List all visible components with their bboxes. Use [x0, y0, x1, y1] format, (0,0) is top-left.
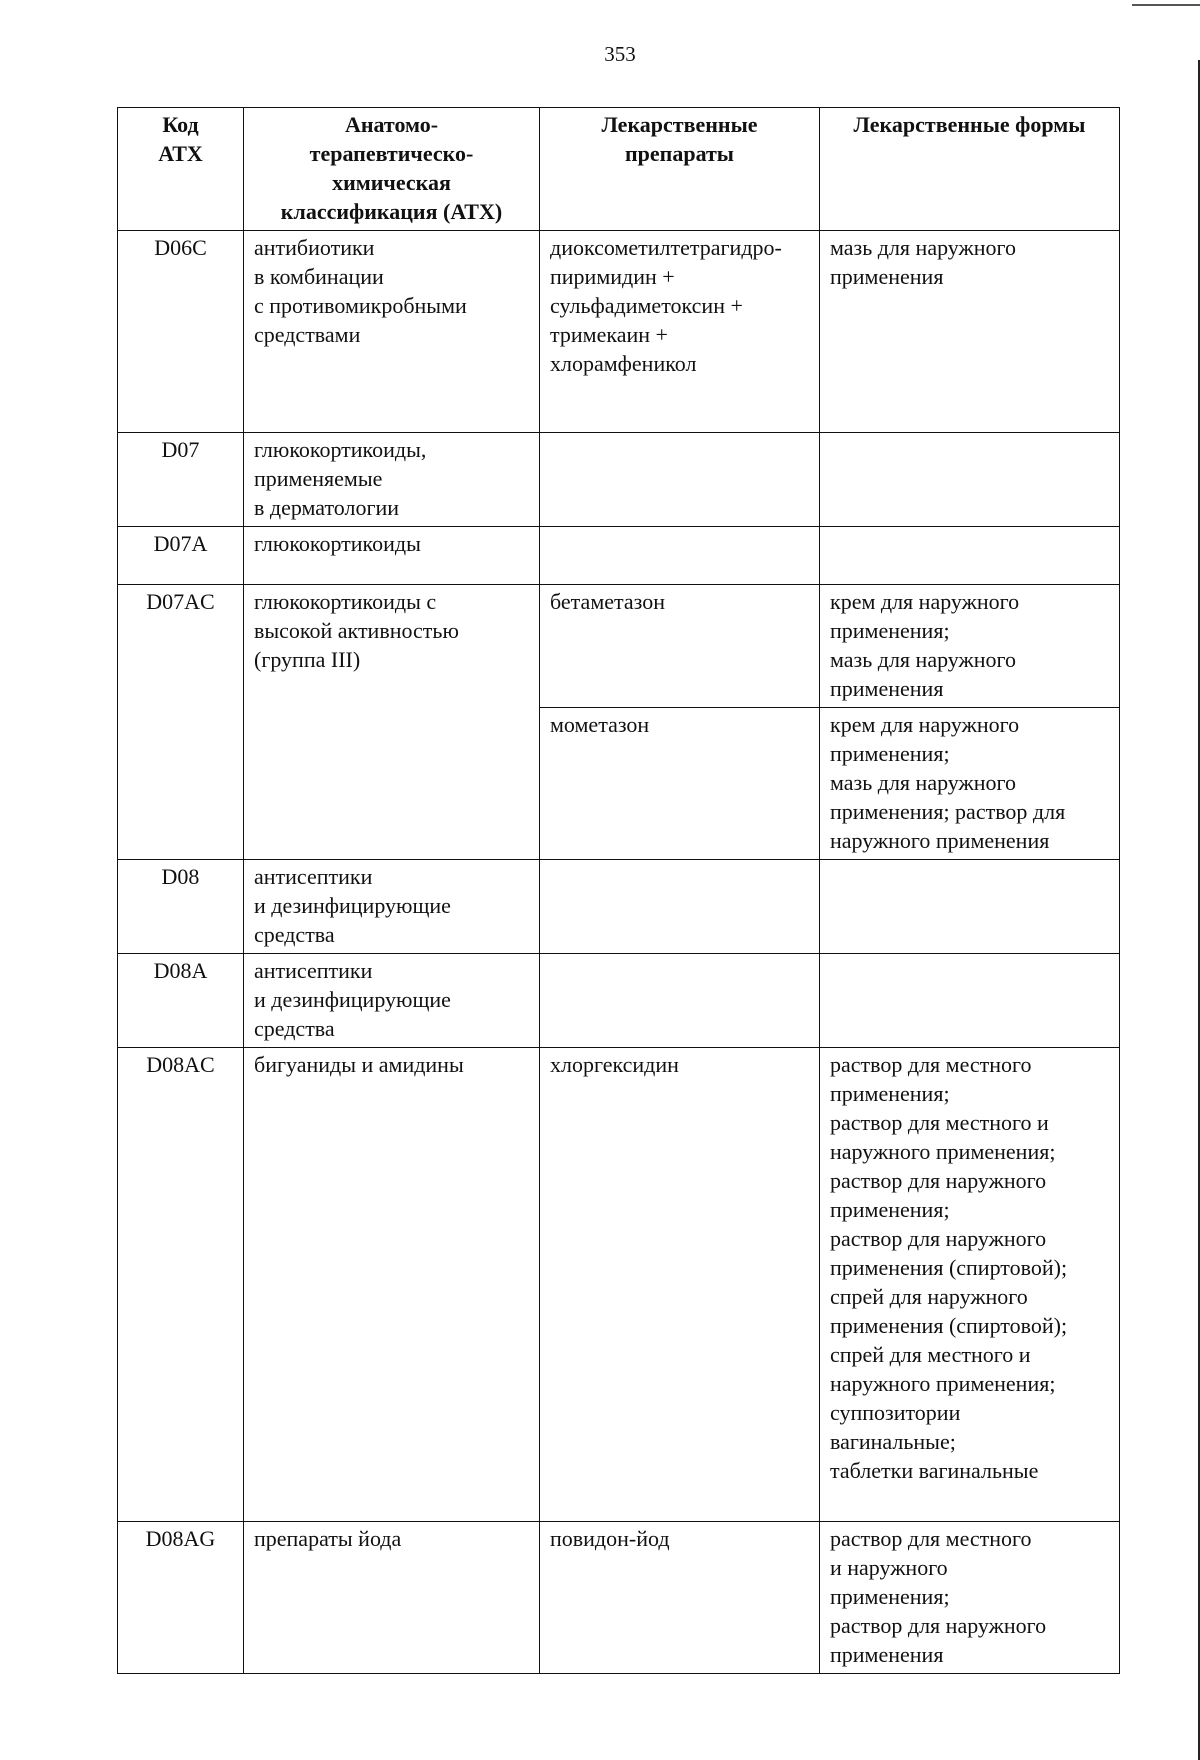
atc-drug-table — [117, 107, 1120, 1674]
row-drug: повидон-йод — [540, 1522, 820, 1674]
row-classification: бигуаниды и амидины — [244, 1048, 540, 1522]
row-code: D08A — [118, 954, 244, 1048]
header-drugs: Лекарственные препараты — [540, 108, 820, 231]
row-classification: антисептики и дезинфицирующие средства — [244, 954, 540, 1048]
table-row — [118, 585, 1120, 708]
row-drug: бетаметазон — [540, 585, 820, 708]
table-row — [118, 954, 1120, 1048]
row-forms: раствор для местного применения; раствор для местного и наружного применения; раствор для наружного применения; раствор для наружного применения (спиртовой); спрей для наружного применения (спиртовой); спрей для местного и наружного применения; суппозитории вагинальные; таблетки вагинальные — [820, 1048, 1120, 1522]
table-row — [118, 433, 1120, 527]
table-row — [118, 860, 1120, 954]
table-header-row — [118, 108, 1120, 231]
table-row — [118, 231, 1120, 433]
row-code: D06C — [118, 231, 244, 433]
row-classification: антисептики и дезинфицирующие средства — [244, 860, 540, 954]
row-forms: раствор для местного и наружного применения; раствор для наружного применения — [820, 1522, 1120, 1674]
row-code: D07A — [118, 527, 244, 585]
table-row — [118, 1048, 1120, 1522]
row-code: D08 — [118, 860, 244, 954]
row-forms: крем для наружного применения; мазь для наружного применения; раствор для наружного применения — [820, 708, 1120, 860]
row-classification: глюкокортикоиды — [244, 527, 540, 585]
row-code: D07 — [118, 433, 244, 527]
row-code: D07AC — [118, 585, 244, 860]
header-forms: Лекарственные формы — [820, 108, 1120, 231]
row-drug — [540, 527, 820, 585]
row-drug — [540, 433, 820, 527]
row-drug — [540, 860, 820, 954]
row-forms — [820, 954, 1120, 1048]
row-forms — [820, 433, 1120, 527]
row-drug: диоксометилтетрагидро- пиримидин + сульфадиметоксин + тримекаин + хлорамфеникол — [540, 231, 820, 433]
page-number: 353 — [604, 42, 636, 66]
header-code: Код АТХ — [118, 108, 244, 231]
row-classification: глюкокортикоиды с высокой активностью (группа III) — [244, 585, 540, 860]
header-classification: Анатомо- терапевтическо- химическая классификация (АТХ) — [244, 108, 540, 231]
row-classification: глюкокортикоиды, применяемые в дерматологии — [244, 433, 540, 527]
row-classification: антибиотики в комбинации с противомикробными средствами — [244, 231, 540, 433]
table-row — [118, 1522, 1120, 1674]
row-forms — [820, 527, 1120, 585]
row-drug: мометазон — [540, 708, 820, 860]
row-classification: препараты йода — [244, 1522, 540, 1674]
row-forms: мазь для наружного применения — [820, 231, 1120, 433]
scan-edge-mark — [1132, 4, 1200, 6]
row-forms: крем для наружного применения; мазь для наружного применения — [820, 585, 1120, 708]
row-code: D08AG — [118, 1522, 244, 1674]
row-code: D08AC — [118, 1048, 244, 1522]
table-row — [118, 527, 1120, 585]
row-forms — [820, 860, 1120, 954]
row-drug: хлоргексидин — [540, 1048, 820, 1522]
row-drug — [540, 954, 820, 1048]
